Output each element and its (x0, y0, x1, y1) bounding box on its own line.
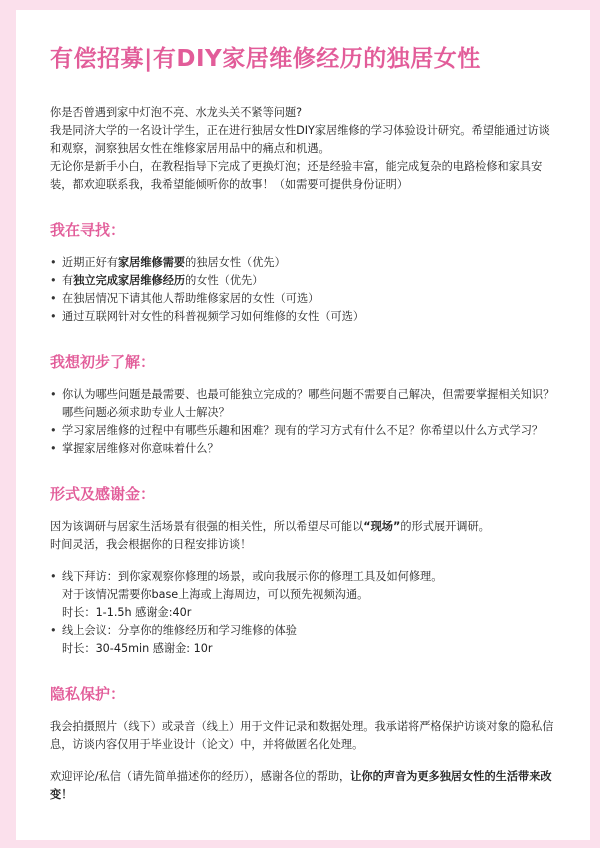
list-item: • 你认为哪些问题是最需要、也最可能独立完成的？哪些问题不需要自己解决，但需要掌握相关知识？哪些问题必须求助专业人士解决？ (50, 386, 556, 422)
format-section (50, 484, 556, 658)
intro-section (50, 104, 556, 194)
list-item-online: • 线上会议：分享你的维修经历和学习维修的体验 时长：30-45min 感谢金: 10r (50, 622, 556, 658)
format-list (50, 568, 556, 658)
intro-line-1: 你是否曾遇到家中灯泡不亮、水龙头关不紧等问题? (50, 106, 303, 119)
want-to-know-list (50, 386, 556, 458)
list-item: • 通过互联网针对女性的科普视频学习如何维修的女性（可选） (50, 308, 556, 326)
list-item: • 近期正好有家居维修需要的独居女性（优先） (50, 254, 556, 272)
want-to-know-section (50, 352, 556, 458)
looking-for-heading: 我在寻找： (50, 221, 126, 239)
intro-line-3: 无论你是新手小白，在教程指导下完成了更换灯泡；还是经验丰富，能完成复杂的电路检修和家具安装，都欢迎联系我，我希望能倾听你的故事！（如需要可提供身份证明） (50, 160, 543, 191)
list-item: • 掌握家居维修对你意味着什么？ (50, 440, 556, 458)
format-paragraph: 因为该调研与居家生活场景有很强的相关性，所以希望尽可能以“现场”的形式展开调研。 (50, 520, 490, 533)
list-item-offline: • 线下拜访：到你家观察你修理的场景，或向我展示你的修理工具及如何修理。 对于该情况需要你base上海或上海周边，可以预先视频沟通。 时长：1-1.5h 感谢金:40r (50, 568, 556, 622)
closing-paragraph: 欢迎评论/私信（请先简单描述你的经历），感谢各位的帮助，让你的声音为更多独居女性的生活带来改变！ (50, 770, 552, 801)
format-heading: 形式及感谢金： (50, 485, 156, 503)
privacy-section (50, 684, 556, 804)
privacy-heading: 隐私保护： (50, 685, 126, 703)
intro-line-2: 我是同济大学的一名设计学生，正在进行独居女性DIY家居维修的学习体验设计研究。希望能通过访谈和观察，洞察独居女性在维修家居用品中的痛点和机遇。 (50, 124, 550, 155)
looking-for-section (50, 220, 556, 326)
looking-for-list (50, 254, 556, 326)
list-item: • 有独立完成家居维修经历的女性（优先） (50, 272, 556, 290)
list-item: • 学习家居维修的过程中有哪些乐趣和困难？现有的学习方式有什么不足？你希望以什么方式学习？ (50, 422, 556, 440)
page-title: 有偿招募|有DIY家居维修经历的独居女性 (50, 46, 481, 72)
list-item: • 在独居情况下请其他人帮助维修家居的女性（可选） (50, 290, 556, 308)
format-paragraph-2: 时间灵活，我会根据你的日程安排访谈！ (50, 538, 252, 551)
recruitment-card (16, 10, 590, 840)
want-to-know-heading: 我想初步了解： (50, 353, 156, 371)
privacy-paragraph: 我会拍摄照片（线下）或录音（线上）用于文件记录和数据处理。我承诺将严格保护访谈对象的隐私信息，访谈内容仅用于毕业设计（论文）中，并将做匿名化处理。 (50, 720, 554, 751)
